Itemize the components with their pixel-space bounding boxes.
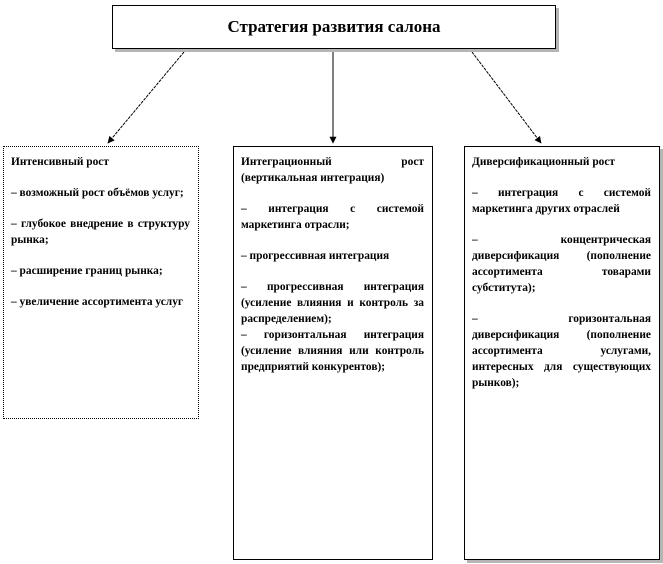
diversification-growth-item: – концентрическая диверсификация (пополнение ассортимента товарами субститута); (472, 234, 651, 294)
intensive-growth-item: – увеличение ассортимента услуг (11, 296, 184, 308)
integration-growth-heading: Интеграционный рост (вертикальная интеграция) (241, 156, 424, 184)
diversification-growth-item: – интеграция с системой маркетинга других отраслей (472, 187, 651, 215)
integration-growth-item: – прогрессивная интеграция (241, 250, 390, 262)
diversification-growth-box (464, 146, 660, 560)
integration-growth-item: – интеграция с системой маркетинга отрасли; (241, 203, 424, 231)
diagram-title: Стратегия развития салона (112, 5, 556, 49)
intensive-growth-item: – возможный рост объёмов услуг; (11, 187, 184, 199)
diversification-growth-heading: Диверсификационный рост (472, 156, 616, 168)
arrow-to-diversification (472, 52, 541, 143)
diversification-growth-item: – горизонтальная диверсификация (пополнение ассортимента услугами, интересных для существующих рынков); (472, 313, 651, 389)
integration-growth-item: – прогрессивная интеграция (усиление влияния и контроль за распределением); (241, 281, 424, 325)
intensive-growth-heading: Интенсивный рост (11, 156, 109, 168)
intensive-growth-item: – глубокое внедрение в структуру рынка; (11, 218, 190, 246)
intensive-growth-item: – расширение границ рынка; (11, 265, 163, 277)
integration-growth-box (233, 146, 433, 560)
intensive-growth-box (3, 146, 199, 419)
integration-growth-item: – горизонтальная интеграция (усиление влияния или контроль предприятий конкурентов); (241, 329, 424, 373)
arrow-to-intensive (108, 52, 184, 143)
